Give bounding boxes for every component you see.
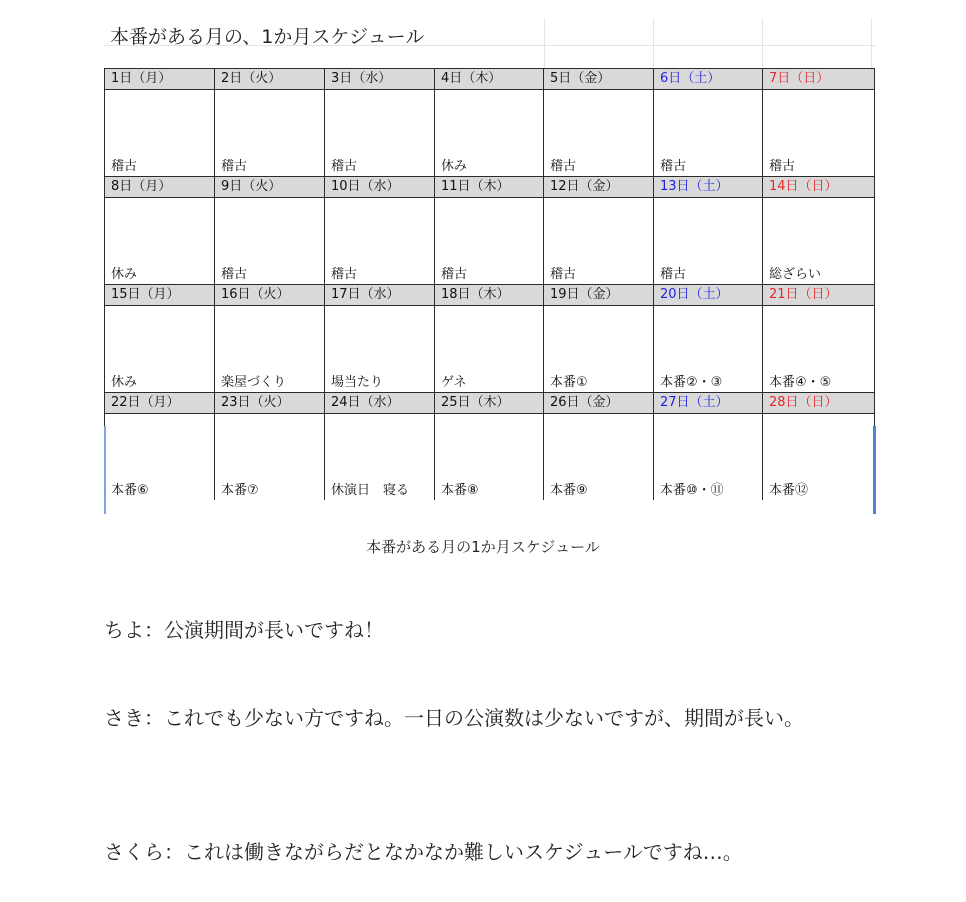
date-cell: 16日（火） bbox=[215, 285, 325, 306]
entry-cell: 休み bbox=[435, 90, 544, 177]
entry-cell: 稽古 bbox=[105, 90, 215, 177]
date-cell: 22日（月） bbox=[105, 393, 215, 414]
entry-cell: 本番① bbox=[544, 306, 654, 393]
entry-cell: 本番②・③ bbox=[654, 306, 763, 393]
date-cell-saturday: 13日（土） bbox=[654, 177, 763, 198]
entry-cell: 休演日 寝る bbox=[325, 414, 435, 501]
date-cell: 8日（月） bbox=[105, 177, 215, 198]
date-cell-sunday: 7日（日） bbox=[763, 69, 875, 90]
entry-cell: 本番⑩・⑪ bbox=[654, 414, 763, 501]
selection-border-right bbox=[873, 426, 876, 514]
date-cell: 23日（火） bbox=[215, 393, 325, 414]
week-3-entry-row bbox=[105, 306, 875, 393]
date-cell: 17日（水） bbox=[325, 285, 435, 306]
entry-cell: 稽古 bbox=[325, 90, 435, 177]
week-2-entry-row bbox=[105, 198, 875, 285]
week-1-date-row bbox=[105, 69, 875, 90]
entry-cell: 本番⑨ bbox=[544, 414, 654, 501]
entry-cell: 稽古 bbox=[325, 198, 435, 285]
week-3-date-row bbox=[105, 285, 875, 306]
entry-cell: 稽古 bbox=[215, 198, 325, 285]
entry-cell: 稽古 bbox=[435, 198, 544, 285]
entry-cell: 楽屋づくり bbox=[215, 306, 325, 393]
date-cell: 12日（金） bbox=[544, 177, 654, 198]
week-2-date-row bbox=[105, 177, 875, 198]
date-cell-sunday: 14日（日） bbox=[763, 177, 875, 198]
entry-cell: 場当たり bbox=[325, 306, 435, 393]
entry-cell: 休み bbox=[105, 306, 215, 393]
dialogue-paragraph: ちよ：公演期間が長いですね！ bbox=[104, 618, 384, 642]
dialogue-paragraph: さくら：これは働きながらだとなかなか難しいスケジュールですね…。 bbox=[104, 840, 743, 864]
sheet-title-row bbox=[104, 18, 876, 68]
date-cell: 11日（木） bbox=[435, 177, 544, 198]
date-cell: 19日（金） bbox=[544, 285, 654, 306]
dialogue-paragraph: さき：これでも少ない方ですね。一日の公演数は少ないですが、期間が長い。 bbox=[104, 706, 804, 730]
date-cell-saturday: 20日（土） bbox=[654, 285, 763, 306]
date-cell-sunday: 21日（日） bbox=[763, 285, 875, 306]
schedule-spreadsheet-image bbox=[104, 18, 876, 514]
date-cell: 9日（火） bbox=[215, 177, 325, 198]
date-cell-saturday: 27日（土） bbox=[654, 393, 763, 414]
date-cell: 25日（木） bbox=[435, 393, 544, 414]
entry-cell: 本番④・⑤ bbox=[763, 306, 875, 393]
selection-border-left bbox=[104, 426, 106, 514]
entry-cell: 本番⑦ bbox=[215, 414, 325, 501]
entry-cell: 本番⑧ bbox=[435, 414, 544, 501]
date-cell: 3日（水） bbox=[325, 69, 435, 90]
date-cell: 24日（水） bbox=[325, 393, 435, 414]
date-cell: 2日（火） bbox=[215, 69, 325, 90]
entry-cell: 休み bbox=[105, 198, 215, 285]
entry-cell: 稽古 bbox=[215, 90, 325, 177]
entry-cell: ゲネ bbox=[435, 306, 544, 393]
entry-cell: 稽古 bbox=[544, 90, 654, 177]
image-caption: 本番がある月の1か月スケジュール bbox=[366, 538, 600, 556]
date-cell: 10日（水） bbox=[325, 177, 435, 198]
date-cell-sunday: 28日（日） bbox=[763, 393, 875, 414]
date-cell: 5日（金） bbox=[544, 69, 654, 90]
date-cell: 15日（月） bbox=[105, 285, 215, 306]
date-cell-saturday: 6日（土） bbox=[654, 69, 763, 90]
gridline bbox=[762, 18, 763, 68]
entry-cell: 稽古 bbox=[654, 90, 763, 177]
entry-cell: 稽古 bbox=[763, 90, 875, 177]
date-cell: 1日（月） bbox=[105, 69, 215, 90]
gridline bbox=[871, 18, 872, 68]
date-cell: 18日（木） bbox=[435, 285, 544, 306]
gridline bbox=[544, 18, 545, 68]
date-cell: 4日（木） bbox=[435, 69, 544, 90]
week-1-entry-row bbox=[105, 90, 875, 177]
entry-cell: 本番⑥ bbox=[105, 414, 215, 501]
gridline bbox=[653, 18, 654, 68]
sheet-title: 本番がある月の、1か月スケジュール bbox=[110, 26, 425, 48]
week-4-entry-row bbox=[105, 414, 875, 501]
week-4-date-row bbox=[105, 393, 875, 414]
entry-cell: 稽古 bbox=[544, 198, 654, 285]
date-cell: 26日（金） bbox=[544, 393, 654, 414]
entry-cell: 本番⑫ bbox=[763, 414, 875, 501]
calendar-table bbox=[104, 68, 875, 500]
entry-cell: 稽古 bbox=[654, 198, 763, 285]
entry-cell: 総ざらい bbox=[763, 198, 875, 285]
